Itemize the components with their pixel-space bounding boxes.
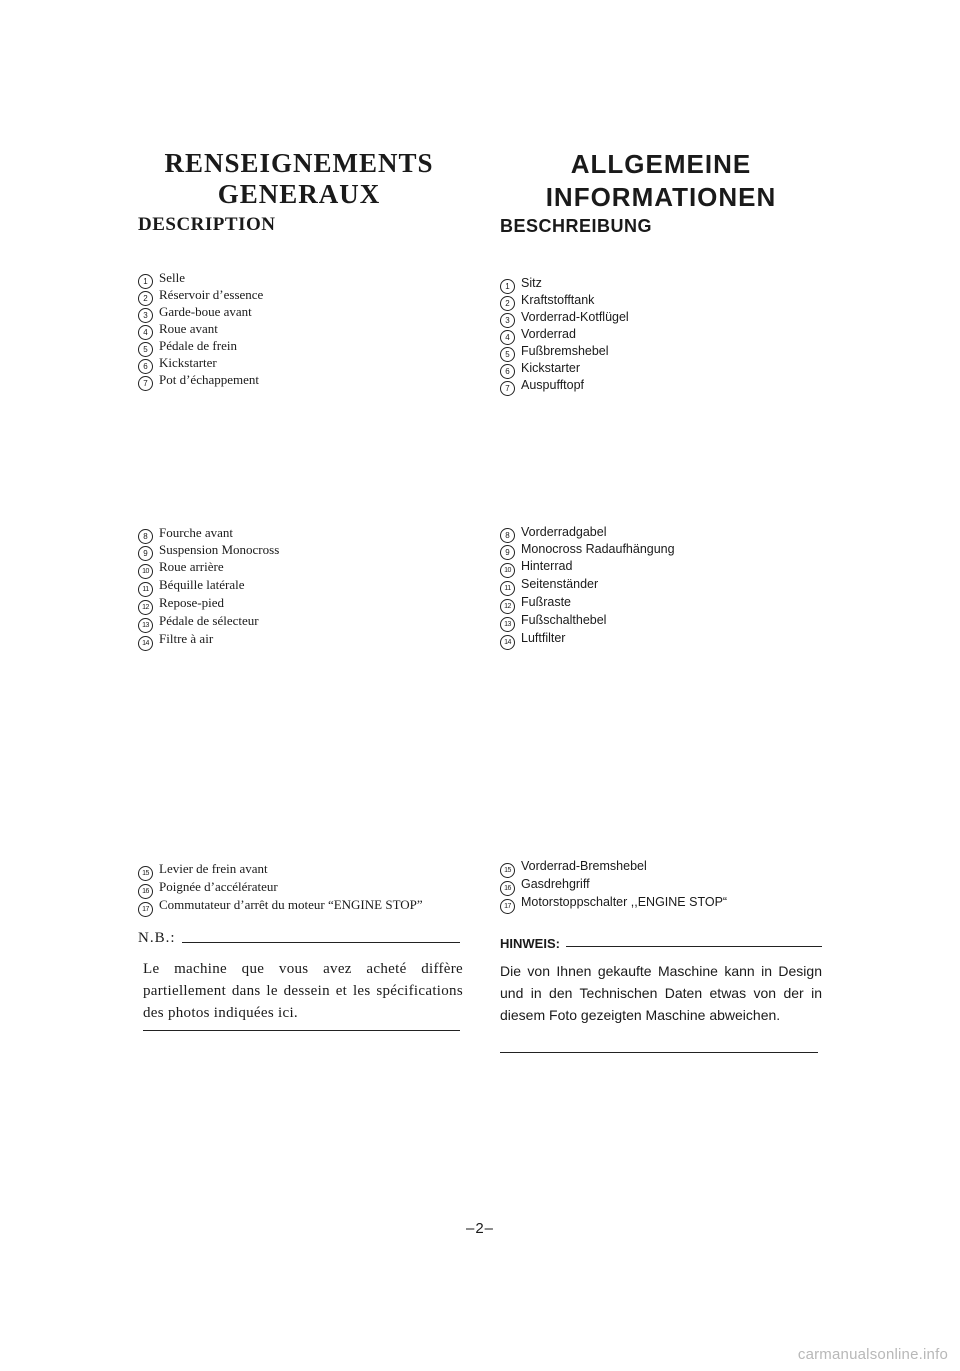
callout-number-circle: 11 (138, 582, 153, 597)
part-list-item (138, 559, 279, 577)
part-label: Luftfilter (521, 631, 566, 645)
callout-number-circle: 10 (138, 564, 153, 579)
callout-number-circle: 9 (500, 545, 515, 560)
part-list-item (138, 879, 460, 897)
callout-number-circle: 1 (500, 279, 515, 294)
part-list-item (138, 897, 460, 915)
part-list-item (138, 372, 263, 389)
callout-number-circle: 6 (138, 359, 153, 374)
callout-number-circle: 13 (138, 618, 153, 633)
callout-number-circle: 16 (500, 881, 515, 896)
part-label: Auspufftopf (521, 378, 585, 392)
part-label: Pot d’échappement (159, 372, 259, 387)
callout-number-circle: 11 (500, 581, 515, 596)
part-label: Commutateur d’arrêt du moteur “ENGINE STOP” (159, 897, 423, 912)
part-list-item (138, 861, 460, 879)
french-note-text: Le machine que vous avez acheté diffère partiellement dans le dessein et les spécifications des photos indiquées ici. (143, 961, 463, 1021)
french-parts-list-3 (138, 861, 460, 915)
part-list-item (500, 524, 675, 541)
german-note-end-rule (500, 1052, 818, 1053)
german-title-line2: INFORMATIONEN (545, 182, 777, 212)
part-label: Levier de frein avant (159, 861, 268, 876)
callout-number-circle: 3 (500, 313, 515, 328)
callout-number-circle: 2 (138, 291, 153, 306)
part-list-item (138, 355, 263, 372)
callout-number-circle: 14 (500, 635, 515, 650)
part-label: Sitz (521, 276, 542, 290)
german-note-header (500, 936, 822, 951)
german-subtitle: BESCHREIBUNG (500, 216, 653, 236)
callout-number-circle: 16 (138, 884, 153, 899)
callout-number-circle: 2 (500, 296, 515, 311)
part-label: Kickstarter (521, 361, 581, 375)
french-title-line2: GENERAUX (217, 179, 381, 209)
callout-number-circle: 10 (500, 563, 515, 578)
part-label: Selle (159, 270, 185, 285)
part-list-item (500, 309, 629, 326)
part-list-item (138, 525, 279, 542)
part-label: Fußbremshebel (521, 344, 609, 358)
german-parts-list-2 (500, 524, 675, 648)
part-list-item (500, 630, 675, 648)
part-label: Motorstoppschalter ,,ENGINE STOP“ (521, 895, 728, 909)
watermark: carmanualsonline.info (797, 1346, 948, 1363)
part-list-item (138, 631, 279, 649)
part-list-item (500, 343, 629, 360)
callout-number-circle: 12 (138, 600, 153, 615)
callout-number-circle: 4 (138, 325, 153, 340)
french-section-title (138, 148, 460, 210)
part-list-item (138, 304, 263, 321)
part-label: Kickstarter (159, 355, 217, 370)
part-label: Hinterrad (521, 559, 573, 573)
part-label: Fourche avant (159, 525, 234, 540)
callout-number-circle: 12 (500, 599, 515, 614)
part-label: Fußraste (521, 595, 572, 609)
callout-number-circle: 15 (500, 863, 515, 878)
part-label: Vorderrad-Bremshebel (521, 859, 647, 873)
part-list-item (138, 270, 263, 287)
part-list-item (138, 321, 263, 338)
part-label: Repose-pied (159, 595, 224, 610)
part-label: Pédale de frein (159, 338, 237, 353)
german-note-text: Die von Ihnen gekaufte Maschine kann in Design und in den Technischen Daten etwas von der in diesem Foto gezeigten Maschine abweichen. (500, 963, 822, 1023)
callout-number-circle: 8 (500, 528, 515, 543)
part-list-item (500, 594, 675, 612)
part-label: Vorderrad (521, 327, 576, 341)
part-list-item (500, 275, 629, 292)
part-list-item (500, 292, 629, 309)
part-list-item (500, 894, 727, 912)
part-list-item (500, 558, 675, 576)
callout-number-circle: 13 (500, 617, 515, 632)
french-note-end-rule (143, 1030, 460, 1031)
part-label: Suspension Monocross (159, 542, 280, 557)
part-label: Vorderradgabel (521, 525, 607, 539)
part-list-item (138, 287, 263, 304)
german-parts-list-1 (500, 275, 629, 394)
french-note-rule (182, 942, 460, 943)
french-subtitle: DESCRIPTION (138, 214, 276, 235)
part-label: Gasdrehgriff (521, 877, 590, 891)
part-label: Poignée d’accélérateur (159, 879, 278, 894)
callout-number-circle: 3 (138, 308, 153, 323)
french-parts-list-2 (138, 525, 279, 649)
callout-number-circle: 7 (138, 376, 153, 391)
part-list-item (138, 542, 279, 559)
part-list-item (500, 612, 675, 630)
german-note-label: HINWEIS: (500, 936, 560, 951)
part-list-item (138, 577, 279, 595)
part-label: Réservoir d’essence (159, 287, 264, 302)
part-label: Monocross Radaufhängung (521, 542, 675, 556)
callout-number-circle: 5 (500, 347, 515, 362)
french-title-line1: RENSEIGNEMENTS (164, 148, 434, 178)
german-title-line1: ALLGEMEINE (570, 149, 752, 179)
callout-number-circle: 9 (138, 546, 153, 561)
part-list-item (138, 613, 279, 631)
callout-number-circle: 14 (138, 636, 153, 651)
callout-number-circle: 1 (138, 274, 153, 289)
page-number: –2– (465, 1220, 495, 1237)
part-list-item (500, 360, 629, 377)
callout-number-circle: 17 (138, 902, 153, 917)
callout-number-circle: 5 (138, 342, 153, 357)
part-label: Béquille latérale (159, 577, 245, 592)
part-list-item (138, 338, 263, 355)
part-list-item (500, 541, 675, 558)
part-label: Pédale de sélecteur (159, 613, 259, 628)
part-label: Roue avant (159, 321, 218, 336)
part-list-item (138, 595, 279, 613)
german-note-rule (566, 946, 822, 947)
part-label: Garde-boue avant (159, 304, 252, 319)
german-parts-list-3 (500, 858, 727, 912)
part-label: Fußschalthebel (521, 613, 607, 627)
part-label: Kraftstofftank (521, 293, 595, 307)
part-label: Seitenständer (521, 577, 599, 591)
callout-number-circle: 6 (500, 364, 515, 379)
part-list-item (500, 326, 629, 343)
part-list-item (500, 858, 727, 876)
callout-number-circle: 17 (500, 899, 515, 914)
part-list-item (500, 876, 727, 894)
callout-number-circle: 4 (500, 330, 515, 345)
german-section-title (500, 148, 822, 214)
callout-number-circle: 8 (138, 529, 153, 544)
french-note-header (138, 930, 460, 947)
part-list-item (500, 576, 675, 594)
part-label: Roue arrière (159, 559, 224, 574)
callout-number-circle: 15 (138, 866, 153, 881)
part-label: Vorderrad-Kotflügel (521, 310, 629, 324)
french-parts-list-1 (138, 270, 263, 389)
callout-number-circle: 7 (500, 381, 515, 396)
french-note-label: N.B.: (138, 930, 176, 946)
part-list-item (500, 377, 629, 394)
part-label: Filtre à air (159, 631, 214, 646)
